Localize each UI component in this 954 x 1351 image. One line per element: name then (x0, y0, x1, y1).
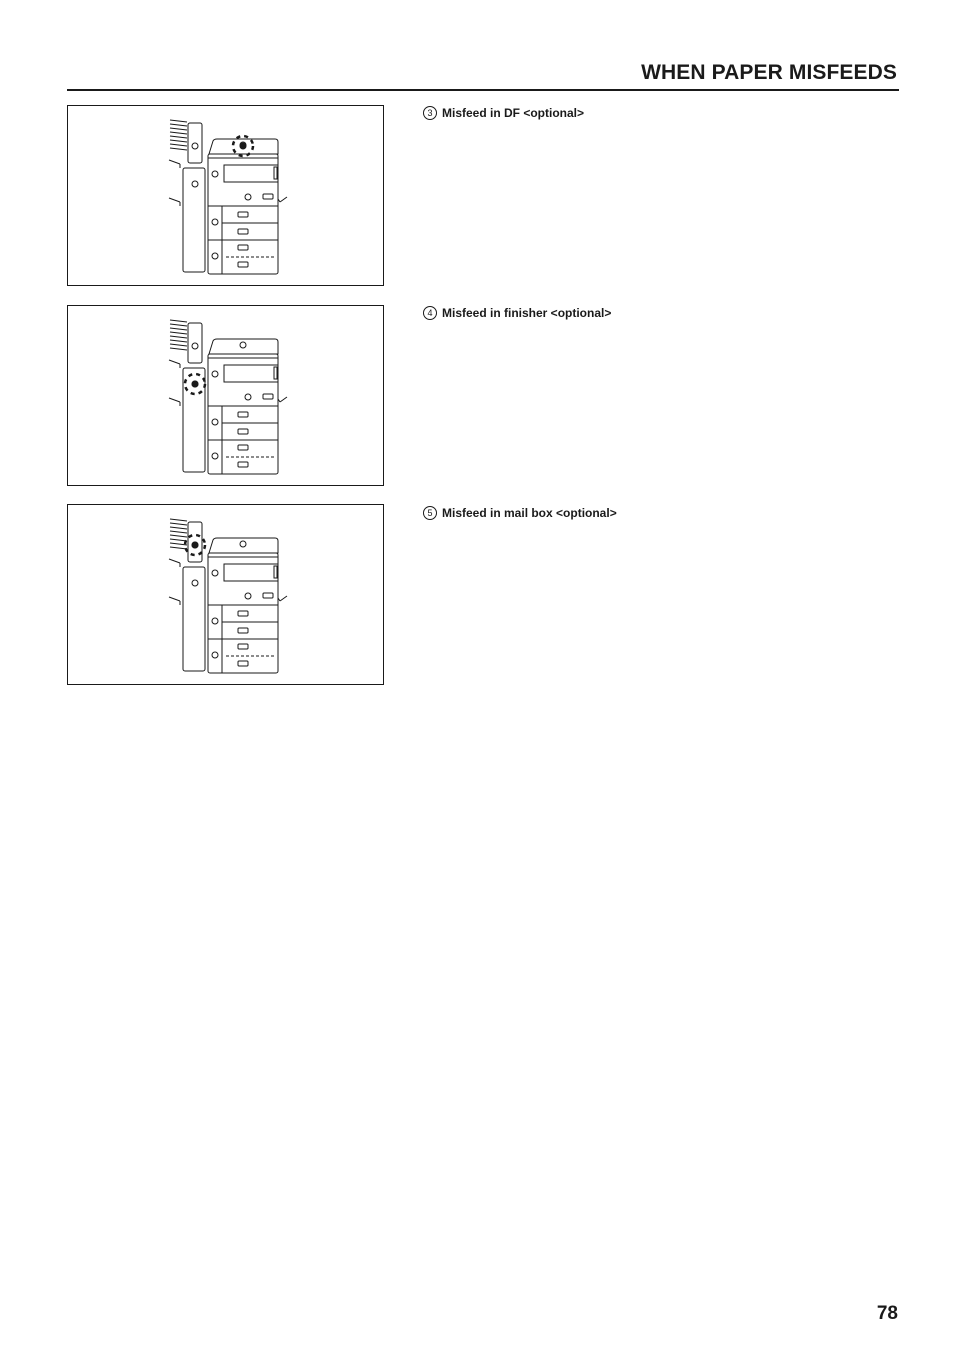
misfeed-highlight-dot (192, 542, 199, 549)
tray-line (170, 535, 187, 537)
tray-line (170, 328, 187, 330)
front-cover-handle (212, 371, 218, 377)
drawer-grip (238, 412, 248, 417)
tray-line (170, 124, 187, 126)
drawer-grip (238, 661, 248, 666)
drawer-handle (212, 618, 218, 624)
tray-line (170, 140, 187, 142)
figure-df-misfeed (67, 105, 384, 286)
drawer-grip (238, 644, 248, 649)
document-feeder (209, 538, 278, 553)
side-tray (280, 596, 287, 601)
finisher-handle (192, 181, 198, 187)
drawer-grip (238, 445, 248, 450)
caption-text: Misfeed in mail box <optional> (442, 506, 617, 520)
tray-line (170, 332, 187, 334)
side-tray (280, 197, 287, 202)
document-feeder (209, 339, 278, 354)
finisher-unit (183, 567, 205, 671)
tray-line (170, 336, 187, 338)
tray-line (170, 320, 187, 322)
drawer-grip (238, 628, 248, 633)
finisher-tray-line (169, 360, 180, 364)
page-number: 78 (876, 1303, 898, 1324)
title-rule (67, 89, 899, 91)
control-panel (224, 564, 278, 581)
finisher-unit (183, 168, 205, 272)
section-number-badge: 5 (423, 506, 437, 520)
drawer-grip (238, 429, 248, 434)
caption-finisher-misfeed (423, 306, 611, 320)
panel-edge (274, 367, 277, 379)
finisher-tray-line (169, 559, 180, 563)
tray-line (170, 344, 187, 346)
control-panel (224, 165, 278, 182)
tray-line (170, 128, 187, 130)
finisher-tray-line (169, 198, 180, 202)
drawer-handle (212, 253, 218, 259)
df-handle (240, 342, 246, 348)
finisher-handle (192, 580, 198, 586)
mailbox-handle (192, 143, 198, 149)
figure-finisher-misfeed (67, 305, 384, 486)
tray-line (170, 340, 187, 342)
drawer-handle (212, 219, 218, 225)
finisher-tray-line (169, 398, 180, 402)
figure-mailbox-misfeed (67, 504, 384, 685)
panel-edge (274, 566, 277, 578)
drawer-grip (238, 212, 248, 217)
drawer-handle (212, 652, 218, 658)
copier-diagram-finisher (68, 306, 385, 487)
front-cover-handle (212, 570, 218, 576)
section-number-badge: 3 (423, 106, 437, 120)
button (263, 593, 273, 598)
tray-line (170, 348, 187, 350)
tray-line (170, 324, 187, 326)
finisher-tray-line (169, 160, 180, 164)
tray-line (170, 527, 187, 529)
section-number-badge: 4 (423, 306, 437, 320)
button (245, 593, 251, 599)
caption-text: Misfeed in DF <optional> (442, 106, 585, 120)
tray-line (170, 136, 187, 138)
copier-diagram-df (68, 106, 385, 287)
finisher-tray-line (169, 597, 180, 601)
drawer-grip (238, 262, 248, 267)
tray-line (170, 148, 187, 150)
button (263, 194, 273, 199)
page-title: WHEN PAPER MISFEEDS (641, 61, 897, 84)
tray-line (170, 144, 187, 146)
caption-mailbox-misfeed (423, 506, 617, 520)
button (263, 394, 273, 399)
copier-diagram-mailbox (68, 505, 385, 686)
df-handle (240, 541, 246, 547)
side-tray (280, 397, 287, 402)
misfeed-highlight-dot (240, 143, 247, 150)
drawer-grip (238, 245, 248, 250)
tray-line (170, 132, 187, 134)
drawer-grip (238, 611, 248, 616)
misfeed-highlight-dot (192, 381, 199, 388)
button (245, 394, 251, 400)
tray-line (170, 539, 187, 541)
button (245, 194, 251, 200)
front-cover-handle (212, 171, 218, 177)
caption-text: Misfeed in finisher <optional> (442, 306, 612, 320)
drawer-grip (238, 229, 248, 234)
tray-line (170, 531, 187, 533)
tray-line (170, 519, 187, 521)
mailbox-handle (192, 343, 198, 349)
caption-df-misfeed (423, 106, 584, 120)
drawer-handle (212, 453, 218, 459)
tray-line (170, 120, 187, 122)
control-panel (224, 365, 278, 382)
drawer-handle (212, 419, 218, 425)
drawer-grip (238, 462, 248, 467)
tray-line (170, 523, 187, 525)
panel-edge (274, 167, 277, 179)
